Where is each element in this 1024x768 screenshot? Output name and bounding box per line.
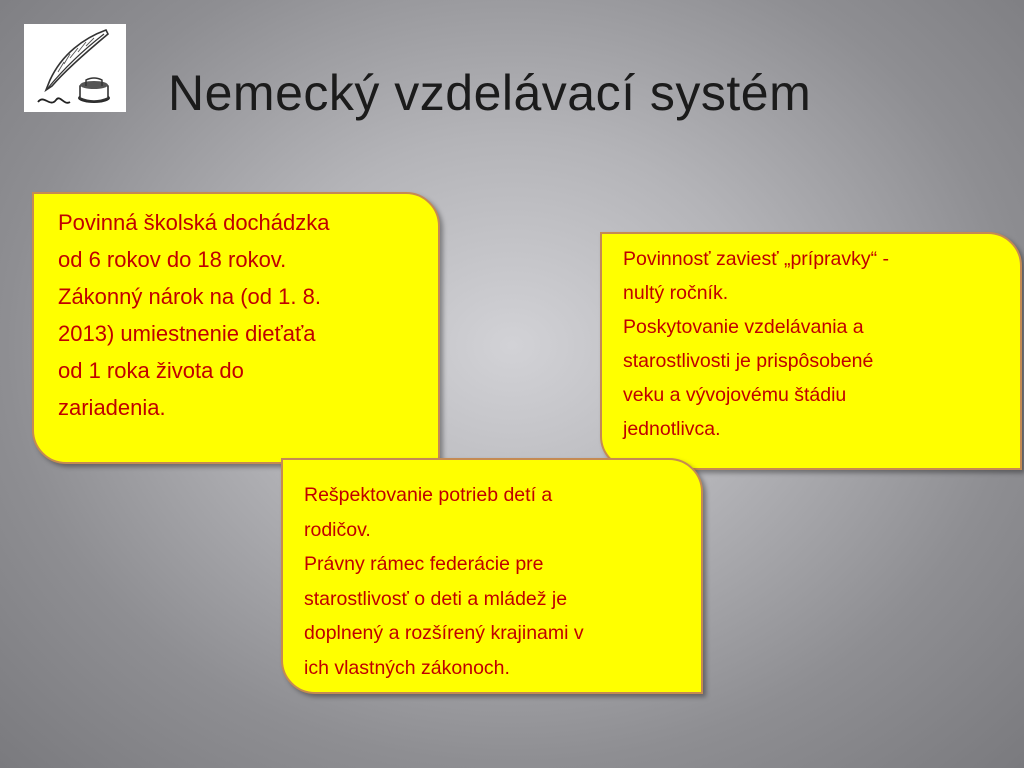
page-title: Nemecký vzdelávací systém [168, 65, 812, 121]
card-text-line: starostlivosť o deti a mládež je [304, 587, 568, 610]
card-text-line: Poskytovanie vzdelávania a [623, 316, 864, 338]
card-text-line: zariadenia. [58, 395, 166, 420]
card-text-line: nultý ročník. [623, 282, 729, 304]
card-text-line: Právny rámec federácie pre [304, 553, 544, 575]
card-text-line: Rešpektovanie potrieb detí a [304, 484, 553, 506]
card-text-line: Povinnosť zaviesť „prípravky“ - [623, 248, 890, 270]
card-text-line: ich vlastných zákonoch. [304, 656, 510, 679]
card-text-line: Povinná školská dochádzka [58, 210, 330, 235]
info-card-preparatory-year [600, 232, 1022, 470]
card-text-line: Zákonný nárok na (od 1. 8. [58, 284, 321, 309]
info-card-legal-framework [281, 458, 703, 694]
card-text-line: 2013) umiestnenie dieťaťa [58, 321, 316, 346]
card-text-line: veku a vývojovému štádiu [623, 384, 847, 406]
quill-and-inkwell-icon [24, 24, 126, 112]
card-text-line: od 6 rokov do 18 rokov. [58, 247, 287, 272]
card-text-line: jednotlivca. [623, 418, 721, 440]
card-text-line: rodičov. [304, 518, 371, 541]
card-text-line: doplnený a rozšírený krajinami v [304, 622, 584, 644]
card-text-line: od 1 roka života do [58, 358, 244, 383]
card-text-line: starostlivosti je prispôsobené [623, 350, 874, 372]
info-card-school-attendance [32, 192, 440, 464]
